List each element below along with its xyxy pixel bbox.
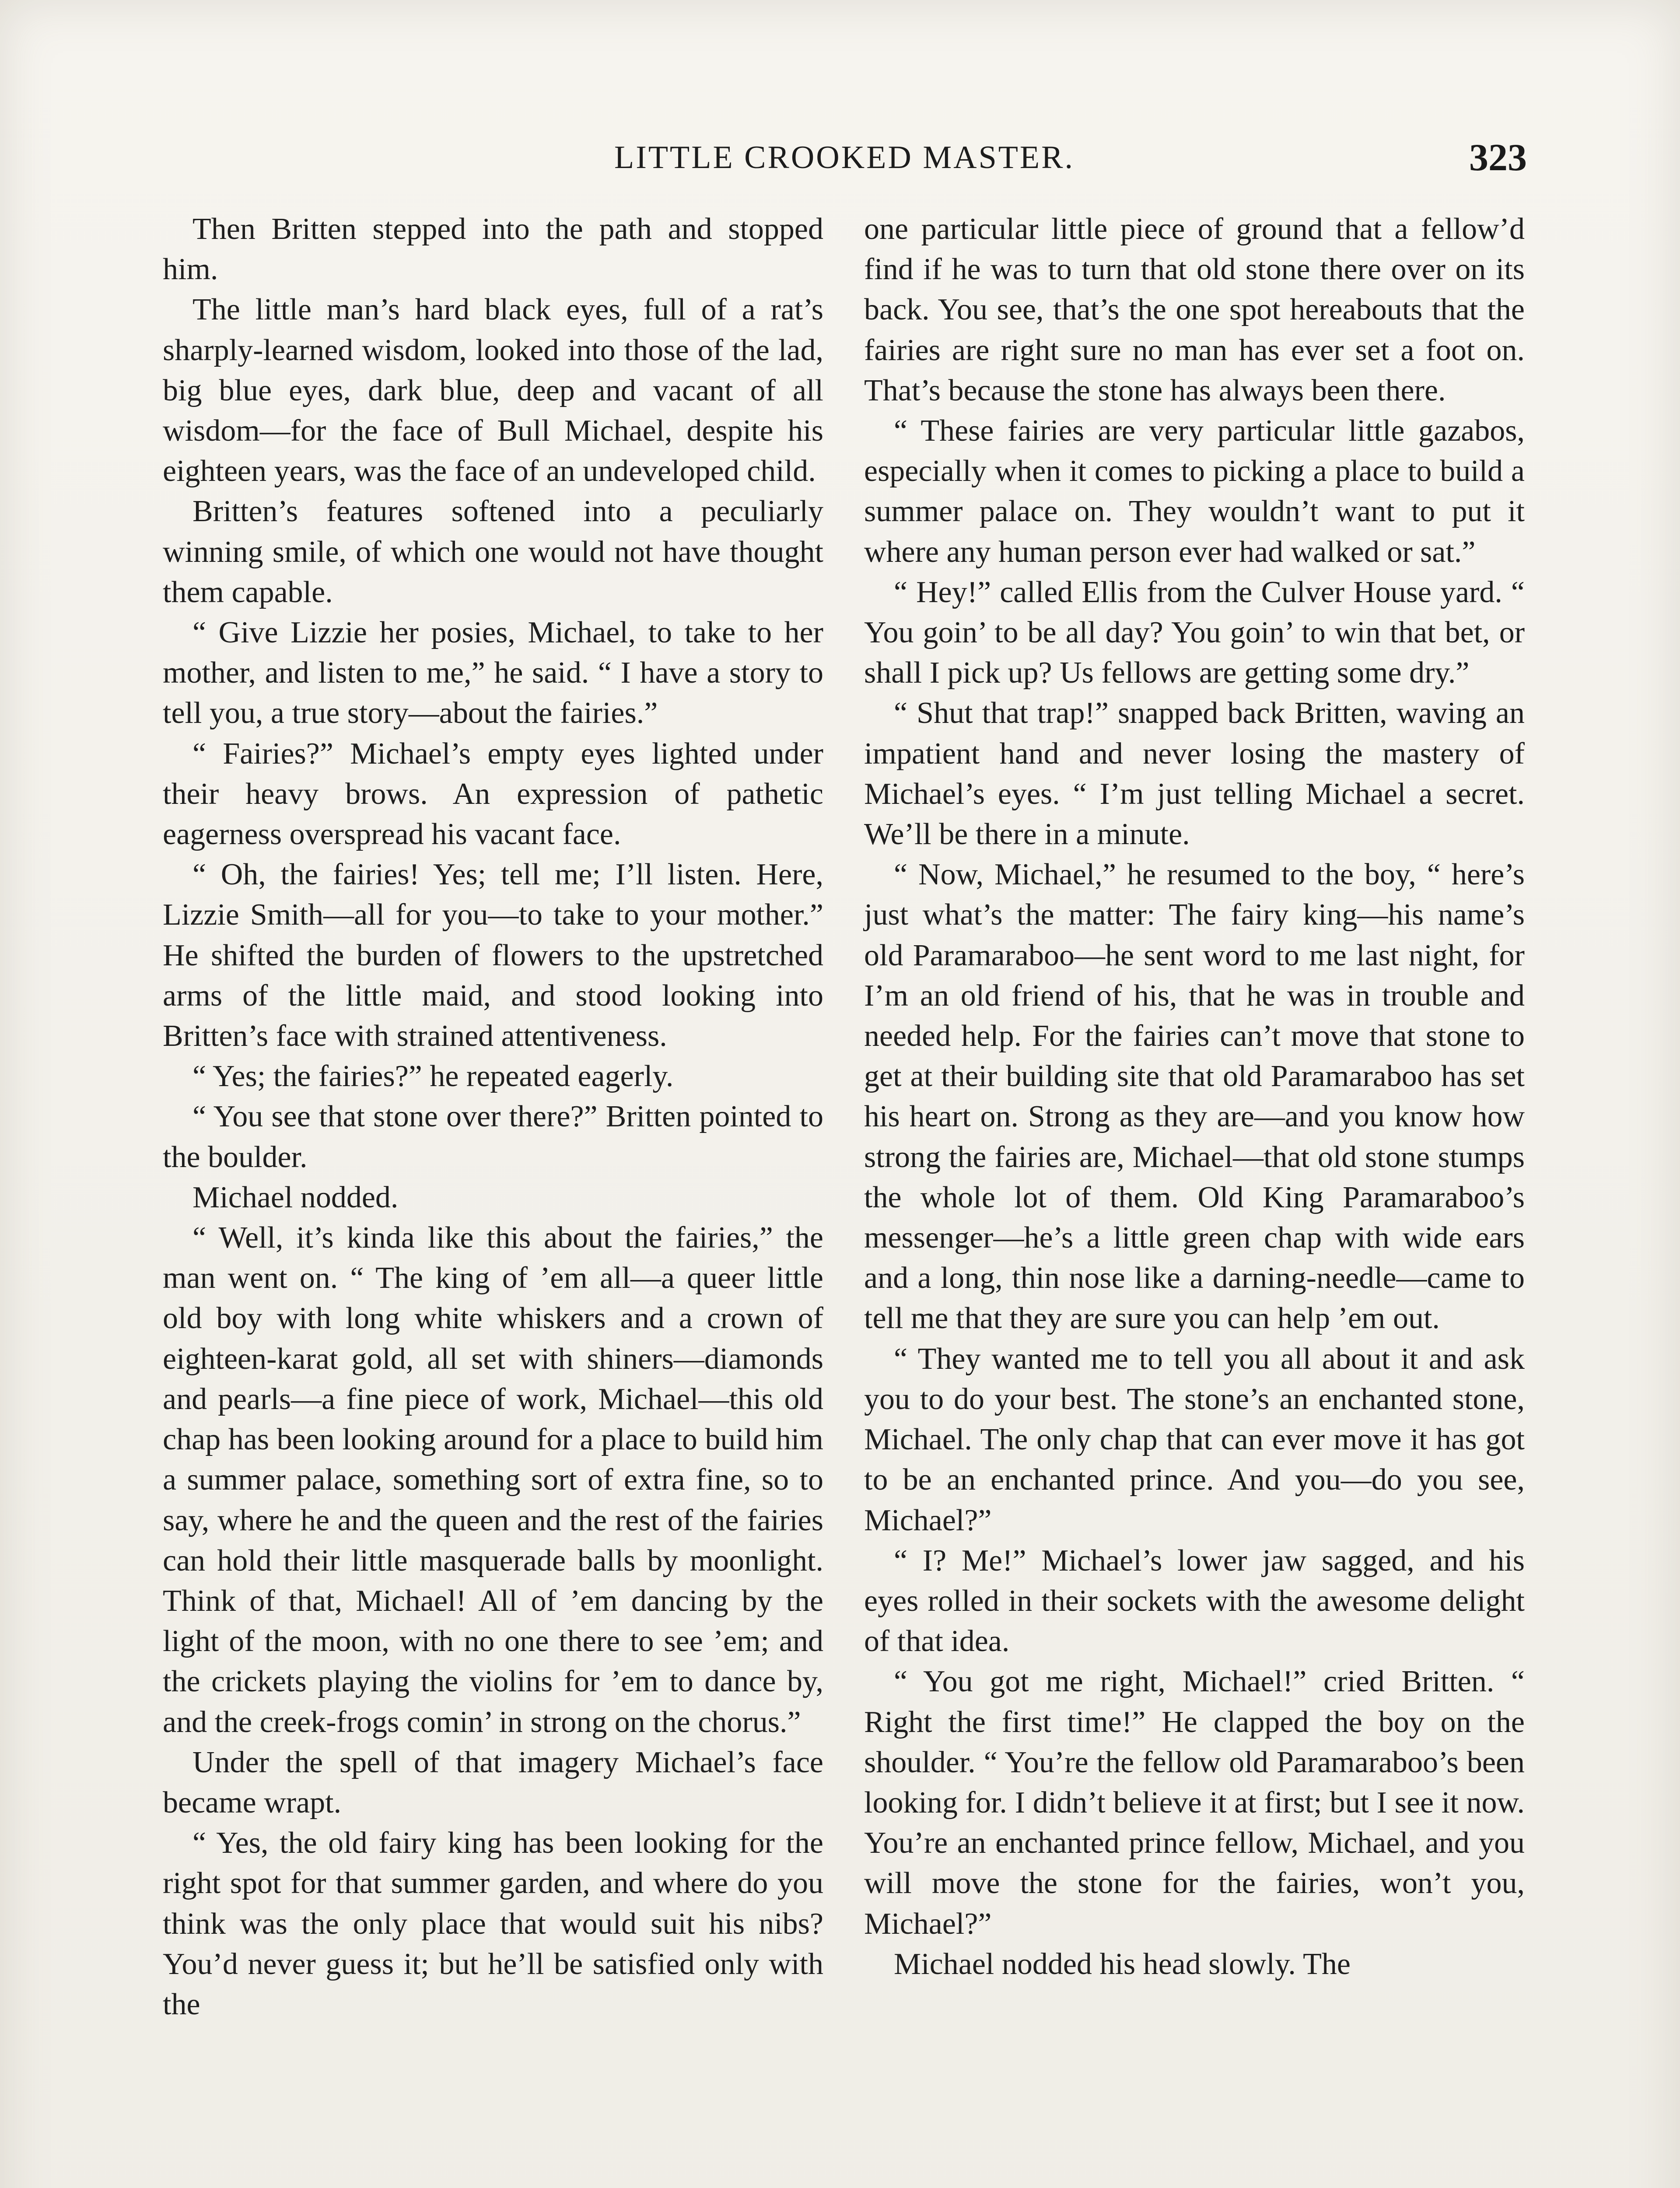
paragraph: “ Hey!” called Ellis from the Culver House yard. “ You goin’ to be all day? You goin’ to win that bet, or shall I pick up? Us fellows are getting some dry.” xyxy=(864,575,1525,690)
paragraph-continued: one particular little piece of ground that a fellow’d find if he was to turn that old stone there over on its back. You see, that’s the one spot hereabouts that the fairies are right sure no man has ever set a foot on. That’s because the stone has always been there. xyxy=(864,212,1525,407)
paragraph: The little man’s hard black eyes, full of a rat’s sharply-learned wisdom, looked into those of the lad, big blue eyes, dark blue, deep and vacant of all wisdom—for the face of Bull Michael, despite his eighteen years, was the face of an undeveloped child. xyxy=(163,293,823,488)
paragraph: “ Give Lizzie her posies, Michael, to take to her mother, and listen to me,” he said. “ I have a story to tell you, a true story—about the fairies.” xyxy=(163,616,823,730)
page-header xyxy=(162,139,1527,187)
paragraph: “ Shut that trap!” snapped back Britten, waving an impatient hand and never losing the mastery of Michael’s eyes. “ I’m just telling Michael a secret. We’ll be there in a minute. xyxy=(864,696,1525,852)
paragraph: “ Yes; the fairies?” he repeated eagerly. xyxy=(192,1059,674,1094)
paragraph: Under the spell of that imagery Michael’s face became wrapt. xyxy=(163,1745,823,1820)
paragraph: “ Well, it’s kinda like this about the fairies,” the man went on. “ The king of ’em all—a queer little old boy with long white whiskers and a crown of eighteen-karat gold, all set with shiners—diamonds and pearls—a fine piece of work, Michael—this old chap has been looking around for a place to build him a summer palace, something sort of extra fine, so to say, where he and the queen and the rest of the fairies can hold their little masquerade balls by moonlight. Think of that, Michael! All of ’em dancing by the light of the moon, with no one there to see ’em; and the crickets playing the violins for ’em to dance by, and the creek-frogs comin’ in strong on the chorus.” xyxy=(163,1221,823,1739)
paragraph: Michael nodded. xyxy=(192,1180,399,1214)
paragraph: “ Yes, the old fairy king has been looking for the right spot for that summer garden, and where do you think was the only place that would suit his nibs? You’d never guess it; but he’ll be satisfied only with the xyxy=(163,1826,823,2021)
page-number: 323 xyxy=(1469,137,1527,179)
paragraph: “ You see that stone over there?” Britten pointed to the boulder. xyxy=(163,1100,823,1174)
paragraph: “ These fairies are very particular little gazabos, especially when it comes to picking a place to build a summer palace on. They wouldn’t want to put it where any human person ever had walked or sat.” xyxy=(864,414,1525,569)
right-text-column xyxy=(864,209,1525,1985)
paragraph: Then Britten stepped into the path and stopped him. xyxy=(163,212,823,287)
paragraph: “ They wanted me to tell you all about it and ask you to do your best. The stone’s an enchanted stone, Michael. The only chap that can ever move it has got to be an enchanted prince. And you—do you see, Michael?” xyxy=(864,1342,1525,1537)
paragraph: “ Oh, the fairies! Yes; tell me; I’ll listen. Here, Lizzie Smith—all for you—to take to your mother.” He shifted the burden of flowers to the upstretched arms of the little maid, and stood looking into Britten’s face with strained attentiveness. xyxy=(163,858,823,1053)
paragraph: Britten’s features softened into a peculiarly winning smile, of which one would not have thought them capable. xyxy=(163,494,823,609)
paragraph: “ You got me right, Michael!” cried Britten. “ Right the first time!” He clapped the boy on the shoulder. “ You’re the fellow old Paramaraboo’s been looking for. I didn’t believe it at first; but I see it now. You’re an enchanted prince fellow, Michael, and you will move the stone for the fairies, won’t you, Michael?” xyxy=(864,1665,1525,1941)
paragraph: “ Fairies?” Michael’s empty eyes lighted under their heavy brows. An expression of pathetic eagerness overspread his vacant face. xyxy=(163,736,823,852)
left-text-column xyxy=(163,209,823,2025)
paragraph: Michael nodded his head slowly. The xyxy=(894,1947,1351,1981)
paragraph: “ I? Me!” Michael’s lower jaw sagged, and his eyes rolled in their sockets with the awesome delight of that idea. xyxy=(864,1543,1525,1659)
running-head-title: LITTLE CROOKED MASTER. xyxy=(614,140,1074,175)
paragraph: “ Now, Michael,” he resumed to the boy, “ here’s just what’s the matter: The fairy king—his name’s old Paramaraboo—he sent word to me last night, for I’m an old friend of his, that he was in trouble and needed help. For the fairies can’t move that stone to get at their building site that old Paramaraboo has set his heart on. Strong as they are—and you know how strong the fairies are, Michael—that old stone stumps the whole lot of them. Old King Paramaraboo’s messenger—he’s a little green chap with wide ears and a long, thin nose like a darning-needle—came to tell me that they are sure you can help ’em out. xyxy=(864,858,1525,1336)
